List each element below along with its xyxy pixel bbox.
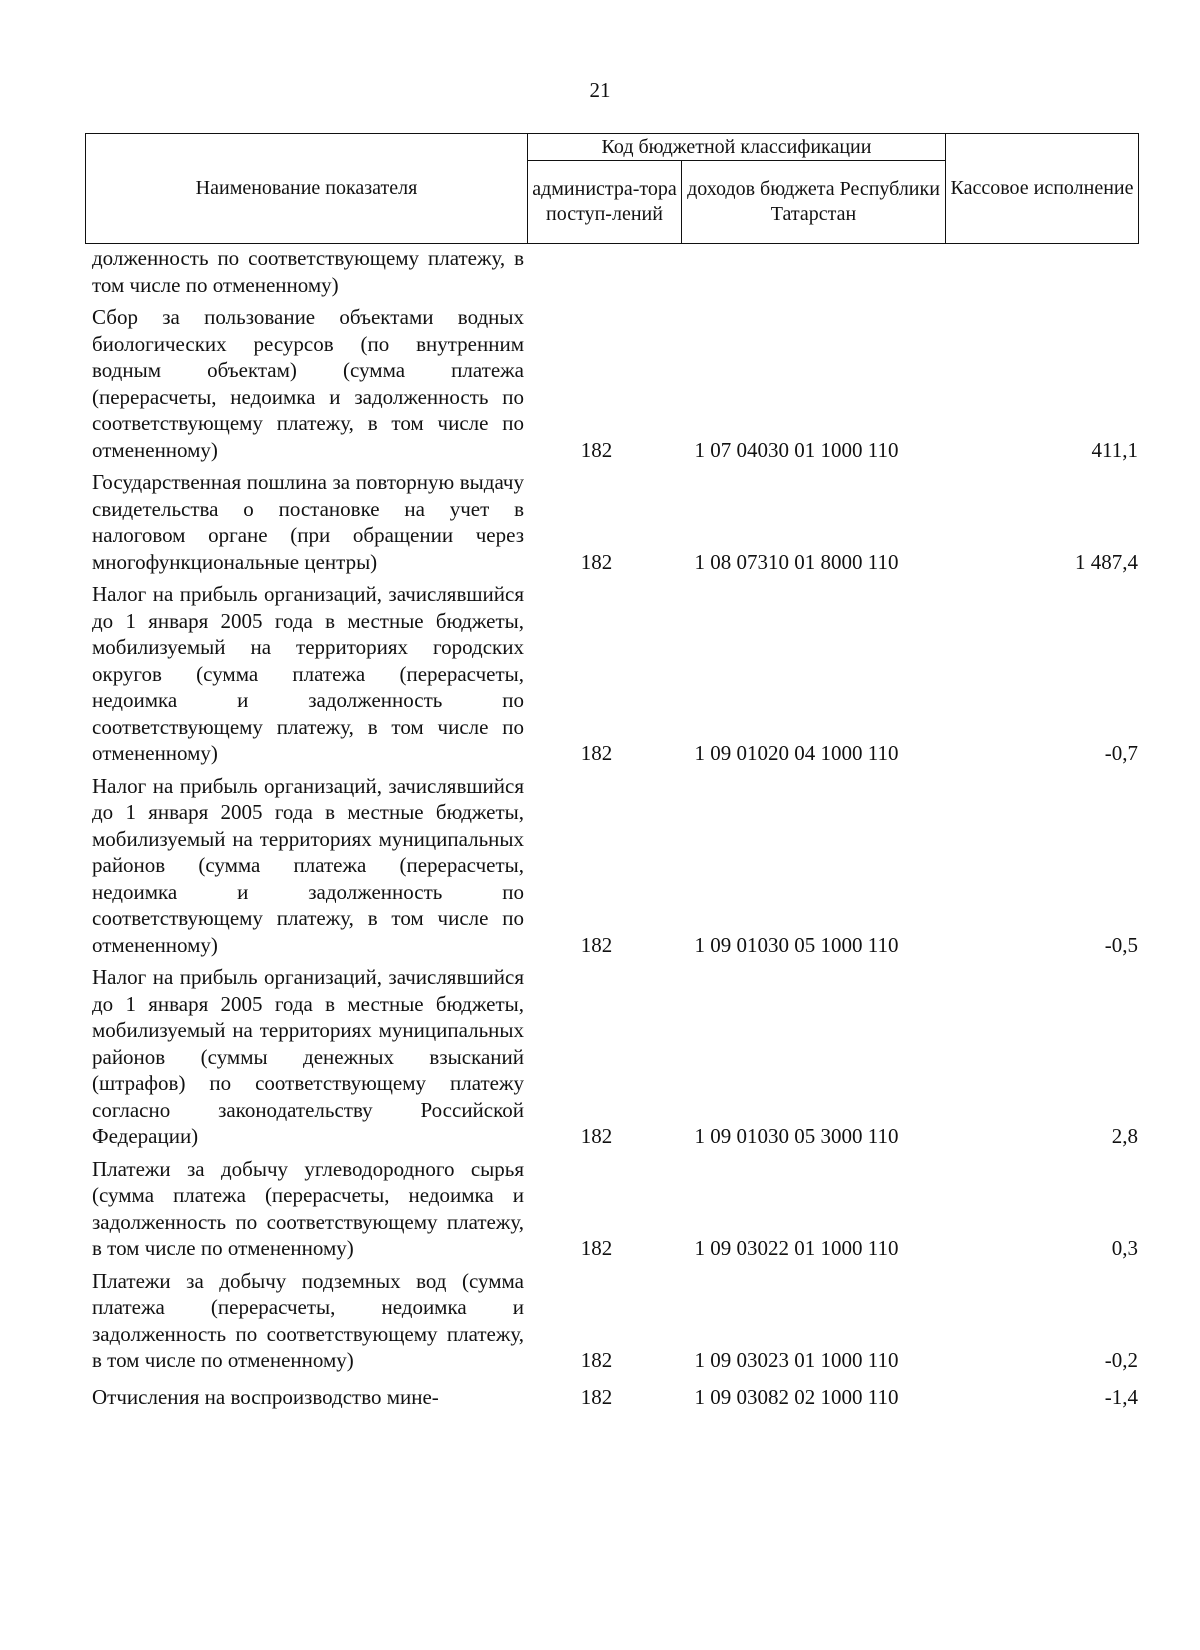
table-row — [92, 1156, 1138, 1262]
row-cash-amount: -1,4 — [1104, 1384, 1138, 1409]
table-row — [92, 1384, 1138, 1411]
row-cash-amount: -0,5 — [1104, 932, 1138, 957]
table-row — [92, 964, 1138, 1150]
row-name: Платежи за добычу углеводородного сырья (сумма платежа (перерасчеты, недоимка и задолженность по соответствующему платежу, в том числе по отмененному) — [92, 1156, 524, 1260]
row-admin-code: 182 — [580, 1384, 613, 1409]
row-name: Сбор за пользование объектами водных биологических ресурсов (по внутренним водным объектам) (сумма платежа (перерасчеты, недоимка и задолженность по соответствующему платежу, в том числе по отмененному) — [92, 305, 524, 462]
header-code-group: Код бюджетной классификации — [528, 134, 946, 161]
table-row — [92, 245, 1138, 298]
row-name: Отчисления на воспроизводство мине- — [92, 1384, 439, 1409]
row-budget-code: 1 09 03022 01 1000 110 — [694, 1236, 899, 1260]
row-name: Налог на прибыль организаций, зачислявшийся до 1 января 2005 года в местные бюджеты, мобилизуемый на территориях муниципальных районов (сумма платежа (перерасчеты, недоимка и задолженность по соответствующему платежу, в том числе по отмененному) — [92, 773, 524, 957]
row-admin-code: 182 — [580, 549, 613, 574]
header-admin: администра-тора поступ-лений — [528, 161, 682, 244]
table-row — [92, 581, 1138, 767]
row-cash-amount: 0,3 — [1111, 1236, 1138, 1260]
row-admin-code: 182 — [580, 1348, 613, 1372]
header-cash: Кассовое исполнение — [946, 134, 1139, 244]
row-admin-code: 182 — [580, 932, 613, 957]
row-budget-code: 1 07 04030 01 1000 110 — [694, 437, 899, 462]
row-admin-code: 182 — [580, 437, 613, 462]
table-row — [92, 304, 1138, 463]
row-admin-code: 182 — [580, 741, 613, 765]
row-budget-code: 1 09 01030 05 3000 110 — [694, 1124, 899, 1148]
row-name: Государственная пошлина за повторную выдачу свидетельства о постановке на учет в налоговом органе (при обращении через многофункциональные центры) — [92, 470, 524, 574]
row-admin-code: 182 — [580, 1124, 613, 1148]
row-name: Налог на прибыль организаций, зачислявшийся до 1 января 2005 года в местные бюджеты, мобилизуемый на территориях городских округов (сумма платежа (перерасчеты, недоимка и задолженность по соответствующему платежу, в том числе по отмененному) — [92, 582, 524, 765]
header-income: доходов бюджета Республики Татарстан — [682, 161, 946, 244]
row-budget-code: 1 09 03082 02 1000 110 — [694, 1384, 899, 1409]
row-name: Налог на прибыль организаций, зачислявшийся до 1 января 2005 года в местные бюджеты, мобилизуемый на территориях муниципальных районов (суммы денежных взысканий (штрафов) по соответствующему платежу согласно законодательству Российской Федерации) — [92, 965, 524, 1148]
table-row — [92, 773, 1138, 959]
row-budget-code: 1 09 03023 01 1000 110 — [694, 1348, 899, 1372]
row-name: долженность по соответствующему платежу, в том числе по отмененному) — [92, 246, 524, 297]
row-budget-code: 1 08 07310 01 8000 110 — [694, 549, 899, 574]
table-row — [92, 1268, 1138, 1374]
page-number: 21 — [589, 78, 611, 102]
row-cash-amount: 411,1 — [1091, 437, 1138, 462]
row-budget-code: 1 09 01020 04 1000 110 — [694, 741, 899, 765]
table-row — [92, 469, 1138, 575]
header-name: Наименование показателя — [86, 134, 528, 244]
table-header — [85, 133, 1139, 244]
row-name: Платежи за добычу подземных вод (сумма платежа (перерасчеты, недоимка и задолженность по соответствующему платежу, в том числе по отмененному) — [92, 1268, 524, 1372]
row-budget-code: 1 09 01030 05 1000 110 — [694, 932, 899, 957]
row-cash-amount: -0,7 — [1104, 741, 1138, 765]
table-body — [92, 245, 1138, 1416]
row-cash-amount: 2,8 — [1111, 1124, 1138, 1148]
row-cash-amount: -0,2 — [1104, 1348, 1138, 1372]
row-admin-code: 182 — [580, 1236, 613, 1260]
row-cash-amount: 1 487,4 — [1075, 549, 1138, 574]
